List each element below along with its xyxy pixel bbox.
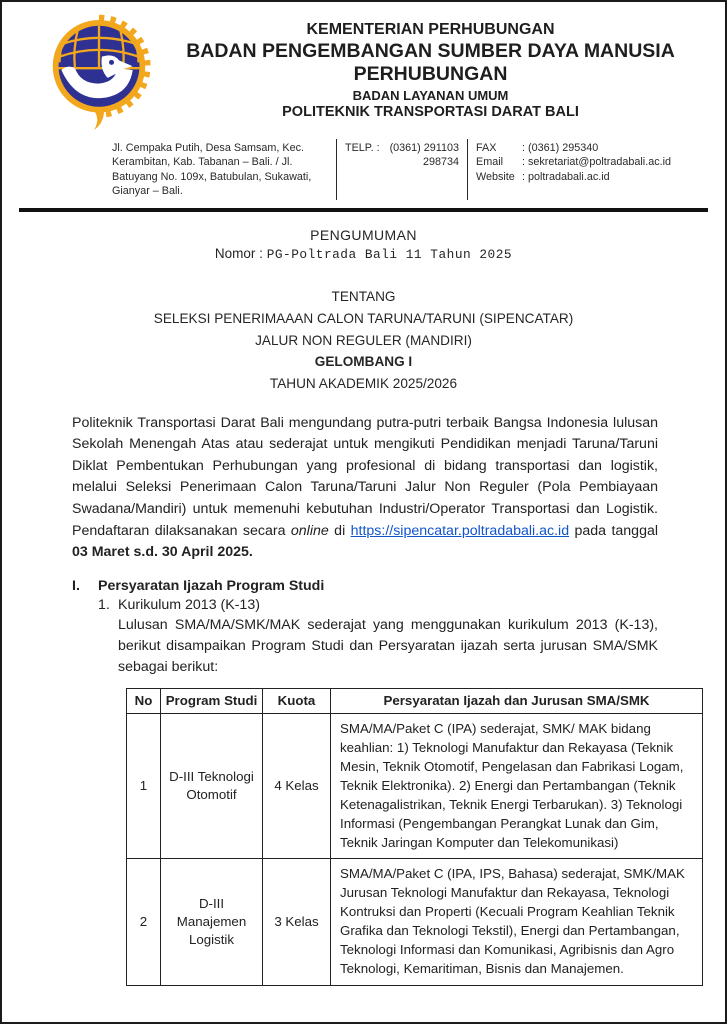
institution-name: POLITEKNIK TRANSPORTASI DARAT BALI (282, 103, 579, 120)
row2-persyaratan: SMA/MA/Paket C (IPA, IPS, Bahasa) sederajat, SMK/MAK Jurusan Teknologi Manufaktur dan Rekayasa, Teknologi Kontruksi dan Properti (Kecuali Program Keahlian Teknik Grafika dan Teknologi Tekstil), Energi dan Pertambangan, Teknologi Informasi dan Komunikasi, Agribisnis dan Agro Teknologi, Kemaritiman, Bisnis dan Manajemen. (331, 859, 703, 985)
contact-block (110, 139, 707, 200)
ministry-logo-graphic (46, 14, 152, 132)
document-number-line (2, 246, 725, 262)
phone-block (336, 139, 468, 200)
email-label: Email (476, 156, 503, 169)
nomor-value: PG-Poltrada Bali 11 Tahun 2025 (266, 247, 513, 262)
letterhead (2, 2, 725, 137)
row1-program: D-III Teknologi Otomotif (161, 714, 263, 859)
row2-no: 2 (127, 859, 161, 985)
subject-line-3: GELOMBANG I (314, 354, 413, 370)
intro-text-1: Politeknik Transportasi Darat Bali mengundang putra-putri terbaik Bangsa Indonesia lulusan Sekolah Menengah Atas atau sederajat untuk mengikuti Pendidikan menjadi Taruna/Taruni Diklat Pembentukan Perhubungan yang profesional di bidang transportasi dan logistik, melalui Seleksi Penerimaan Calon Taruna/Taruni Jalur Non Reguler (Pola Pembiayaan Swadana/Mandiri) untuk memenuhi kebutuhan Industri/Operator Transportasi dan Logistik. Pendaftaran dilaksanakan secara (72, 414, 658, 539)
agency-name-line2: PERHUBUNGAN (353, 63, 508, 86)
item-body-text: Lulusan SMA/MA/SMK/MAK sederajat yang menggunakan kurikulum 2013 (K-13), berikut disampaikan Program Studi dan Persyaratan ijazah serta jurusan SMA/SMK sebagai berikut: (118, 616, 658, 676)
online-word: online (290, 522, 329, 539)
section-numeral: I. (72, 577, 80, 594)
row1-persyaratan: SMA/MA/Paket C (IPA) sederajat, SMK/ MAK bidang keahlian: 1) Teknologi Manufaktur dan Rekayasa (Teknik Mesin, Teknik Otomotif, Pengelasan dan Fabrikasi Logam, Teknik Elektronika). 2) Energi dan Pertambangan (Teknik Ketenagalistrikan, Teknik Energi Terbarukan). 3) Teknologi Informasi (Pengembangan Perangkat Lunak dan Gim, Teknik Jaringan Komputer dan Telekomunikasi) (331, 714, 703, 859)
col-header-program: Program Studi (161, 688, 263, 714)
address-text: Jl. Cempaka Putih, Desa Samsam, Kec. Kerambitan, Kab. Tabanan – Bali. / Jl. Batuyang No. 109x, Batubulan, Sukawati, Gianyar – Bali. (112, 142, 312, 197)
phone-number-1: (0361) 291103 (389, 142, 459, 154)
subject-line-1: SELEKSI PENERIMAAAN CALON TARUNA/TARUNI (SIPENCATAR) (153, 310, 574, 326)
ministry-name: KEMENTERIAN PERHUBUNGAN (306, 21, 555, 38)
phone-label: TELP. : (345, 142, 380, 154)
website-value: : poltradabali.ac.id (522, 170, 610, 183)
program-requirements-table (126, 688, 703, 986)
table-row (127, 859, 703, 985)
registration-link[interactable]: https://sipencatar.poltradabali.ac.id (350, 522, 570, 539)
tentang-label: TENTANG (331, 289, 396, 304)
col-header-no: No (127, 688, 161, 714)
fax-email-block (468, 139, 707, 200)
table-row (127, 714, 703, 859)
agency-name-line1: BADAN PENGEMBANGAN SUMBER DAYA MANUSIA (186, 39, 675, 62)
section-heading: Persyaratan Ijazah Program Studi (98, 577, 325, 594)
registration-dates: 03 Maret s.d. 30 April 2025. (72, 544, 253, 561)
row1-kuota: 4 Kelas (263, 714, 331, 859)
item-number: 1. (98, 596, 110, 613)
col-header-persyaratan: Persyaratan Ijazah dan Jurusan SMA/SMK (331, 688, 703, 714)
subject-line-2: JALUR NON REGULER (MANDIRI) (255, 332, 472, 348)
col-header-kuota: Kuota (263, 688, 331, 714)
phone-number-2: 298734 (422, 156, 459, 169)
row2-program: D-III Manajemen Logistik (161, 859, 263, 985)
intro-paragraph (72, 413, 658, 564)
row1-no: 1 (127, 714, 161, 859)
subject-block (2, 286, 725, 395)
intro-text-2: di (328, 522, 351, 539)
section-1 (72, 577, 685, 986)
kemenhub-logo (46, 14, 154, 137)
fax-label: FAX (476, 142, 497, 154)
nomor-label: Nomor : (214, 246, 263, 261)
table-header-row (127, 688, 703, 714)
email-value: : sekretariat@poltradabali.ac.id (522, 156, 671, 169)
item-title: Kurikulum 2013 (K-13) (118, 596, 260, 613)
subject-line-4: TAHUN AKADEMIK 2025/2026 (269, 376, 458, 391)
intro-text-3: pada tanggal (569, 522, 658, 539)
row2-kuota: 3 Kelas (263, 859, 331, 985)
unit-name: BADAN LAYANAN UMUM (352, 88, 509, 104)
document-title: PENGUMUMAN (310, 227, 417, 243)
letterhead-divider (19, 208, 708, 212)
website-label: Website (476, 170, 515, 183)
fax-number: : (0361) 295340 (522, 142, 599, 154)
letterhead-titles (154, 14, 707, 137)
